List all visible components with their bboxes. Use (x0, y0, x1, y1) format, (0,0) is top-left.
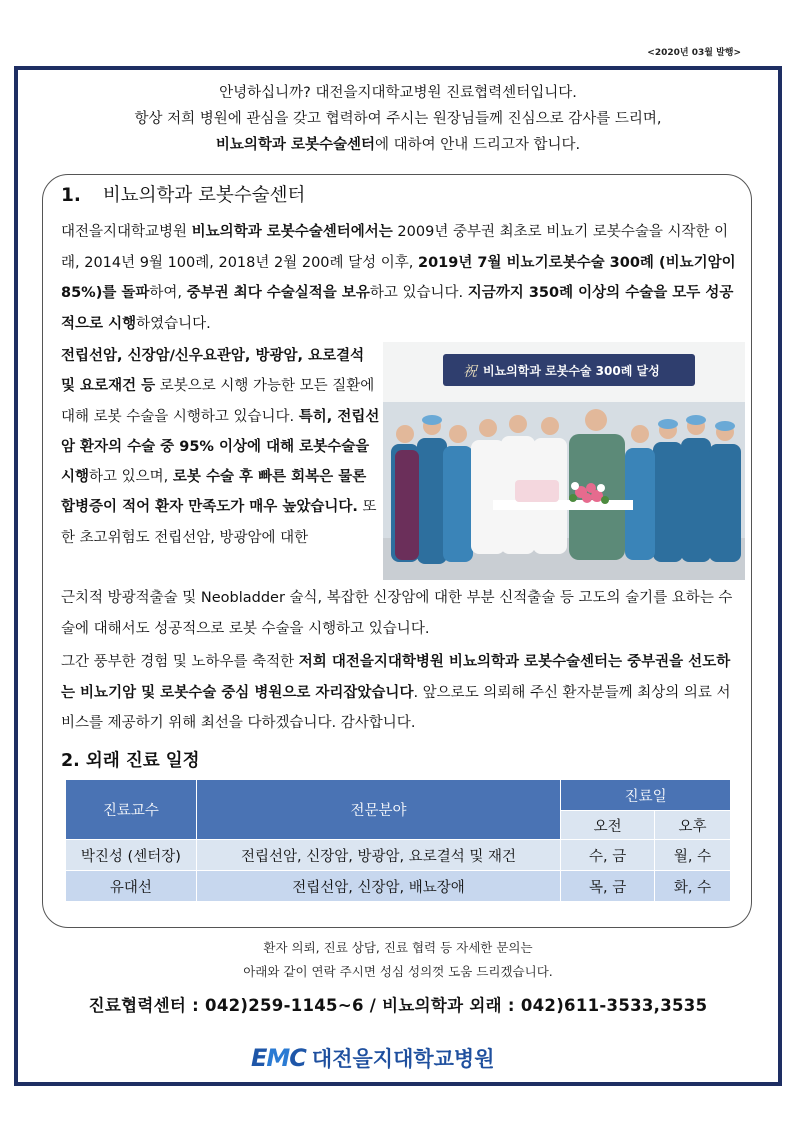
morning-days: 수, 금 (561, 840, 655, 871)
afternoon-days: 월, 수 (655, 840, 731, 871)
emc-logo-mark (251, 1044, 306, 1072)
afternoon-days: 화, 수 (655, 871, 731, 902)
p2-bold-e: 로봇 수술 후 빠른 회복은 물론 합병증이 적어 환자 만족도가 매우 높았습니다. (61, 469, 367, 516)
paragraph-closing (61, 647, 737, 739)
hospital-name: 대전을지대학교병원 (311, 1047, 495, 1071)
p2-text-b: 로봇으로 시행 가능한 모든 질환에 대해 로봇 수술을 시행하고 있습니다. (61, 378, 375, 425)
p1-text-c: 2009년 중부권 최초로 비뇨기 로봇수술을 시작한 이래, 2014년 9월 100례, 2018년 2월 200례 달성 이후, (61, 224, 729, 271)
header-morning: 오전 (561, 811, 655, 840)
p2-bold-c: 특히, 전립선암 환자의 수술 중 95% 이상에 대해 로봇수술을 시행 (61, 408, 380, 486)
section-1-number: 1. (61, 185, 81, 206)
p1-text-i: 하였습니다. (136, 315, 211, 332)
table-row (66, 840, 731, 871)
content-panel (42, 174, 752, 928)
intro-line-2: 항상 저희 병원에 관심을 갖고 협력하여 주시는 원장님들께 진심으로 감사를 드리며, (134, 111, 662, 127)
header-specialty: 전문분야 (196, 780, 560, 840)
header-afternoon: 오후 (655, 811, 731, 840)
paragraph-advanced-surgery: 근치적 방광적출술 및 Neobladder 술식, 복잡한 신장암에 대한 부분 신적출술 등 고도의 술기를 요하는 수술에 대해서도 성공적으로 로봇 수술을 시행하고 있습니다. (61, 590, 733, 637)
hospital-logo (251, 1038, 495, 1078)
logo-letter-e: E (251, 1044, 267, 1072)
p1-text-g: 하고 있습니다. (369, 285, 468, 301)
p1-text-a: 대전을지대학교병원 (61, 224, 192, 240)
logo-letter-m: M (266, 1044, 290, 1072)
p4-text-c: . 앞으로도 의뢰해 주신 환자분들께 최상의 의료 서비스를 제공하기 위해 최선을 다하겠습니다. 감사합니다. (61, 684, 731, 731)
p1-bold-d: 2019년 7월 비뇨기로봇수술 300례 (비뇨기암이 85%)를 돌파 (61, 254, 736, 301)
contact-line-2: 아래와 같이 연락 주시면 성심 성의껏 도움 드리겠습니다. (243, 964, 553, 979)
section-1-heading: 비뇨의학과 로봇수술센터 (102, 185, 306, 206)
morning-days: 목, 금 (561, 871, 655, 902)
intro-center-name: 비뇨의학과 로봇수술센터 (215, 137, 375, 153)
issue-date: <2020년 03월 발행> (647, 48, 741, 58)
intro-line-3 (18, 132, 778, 158)
newsletter-frame (14, 66, 782, 1086)
header-clinic-days: 진료일 (561, 780, 731, 811)
p2-bold-a: 전립선암, 신장암/신우요관암, 방광암, 요로결석 및 요로재건 등 (61, 348, 365, 395)
p1-bold-h: 지금까지 350례 이상의 수술을 모두 성공적으로 시행 (61, 285, 734, 332)
doctor-name: 유대선 (66, 871, 197, 902)
p1-bold-b: 비뇨의학과 로봇수술센터에서는 (191, 224, 393, 240)
contact-info (18, 936, 778, 984)
paragraph-achievements (61, 217, 737, 339)
contact-line-1: 환자 의뢰, 진료 상담, 진료 협력 등 자세한 문의는 (263, 940, 533, 955)
p4-text-a: 그간 풍부한 경험 및 노하우를 축적한 (61, 654, 299, 670)
specialty-field: 전립선암, 신장암, 방광암, 요로결석 및 재건 (196, 840, 560, 871)
paragraph-diseases (61, 341, 381, 553)
logo-letter-c: C (289, 1044, 306, 1072)
section-2-title: 2. 외래 진료 일정 (61, 751, 200, 771)
header-doctor: 진료교수 (66, 780, 197, 840)
contact-phone-numbers: 진료협력센터 : 042)259-1145~6 / 비뇨의학과 외래 : 042)611-3533,3535 (88, 996, 708, 1015)
outpatient-schedule-table (65, 779, 731, 902)
p2-text-d: 하고 있으며, (89, 469, 173, 486)
p1-text-e: 하여, (149, 285, 187, 301)
intro-line-1: 안녕하십니까? 대전을지대학교병원 진료협력센터입니다. (219, 85, 577, 101)
p1-bold-f: 중부권 최다 수술실적을 보유 (186, 285, 370, 301)
team-celebration-photo (383, 342, 745, 580)
p4-bold-b: 저희 대전을지대학병원 비뇨의학과 로봇수술센터는 중부권을 선도하는 비뇨기암 및 로봇수술 중심 병원으로 자리잡았습니다 (61, 654, 731, 701)
section-1-title (61, 181, 305, 207)
specialty-field: 전립선암, 신장암, 배뇨장애 (196, 871, 560, 902)
table-row (66, 871, 731, 902)
intro-line-3-rest: 에 대하여 안내 드리고자 합니다. (374, 137, 581, 153)
photo-illustration (383, 342, 745, 580)
doctor-name: 박진성 (센터장) (66, 840, 197, 871)
photo-banner-prefix: 祝 (463, 364, 477, 380)
intro-greeting (18, 80, 778, 158)
photo-banner-text: 비뇨의학과 로봇수술 300례 달성 (483, 364, 660, 378)
p2-text-f: 또한 초고위험도 전립선암, 방광암에 대한 (61, 499, 377, 546)
